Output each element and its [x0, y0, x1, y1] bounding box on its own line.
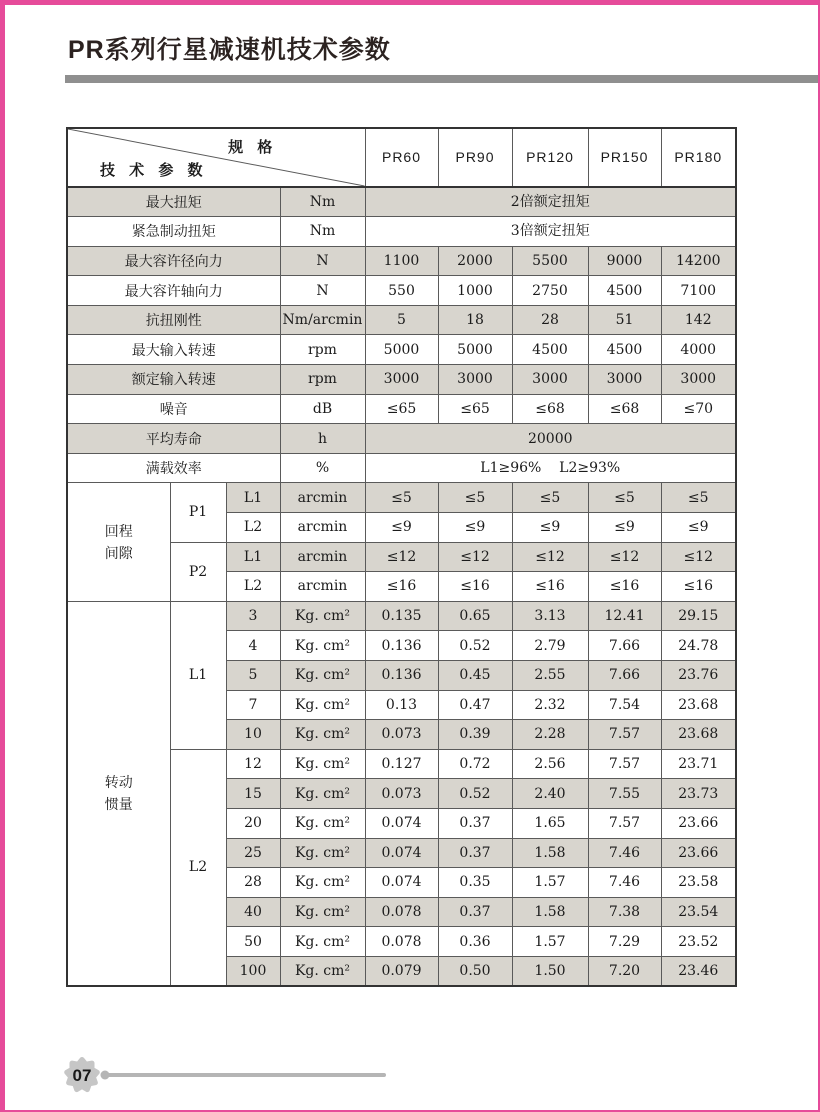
stage-level-cell: L2 — [226, 513, 280, 543]
value-cell: 3000 — [512, 365, 588, 395]
unit-cell: Kg. cm² — [280, 631, 365, 661]
ratio-cell: 20 — [226, 808, 280, 838]
value-cell: 1.65 — [512, 808, 588, 838]
ratio-cell: 100 — [226, 956, 280, 986]
value-cell: 7.38 — [588, 897, 661, 927]
value-cell: 3000 — [661, 365, 736, 395]
ratio-cell: 3 — [226, 601, 280, 631]
unit-cell: arcmin — [280, 572, 365, 602]
row-label-cell: 最大容许轴向力 — [67, 276, 280, 306]
value-cell: 2.56 — [512, 749, 588, 779]
value-cell: 0.073 — [365, 779, 438, 809]
row-label-cell: 最大输入转速 — [67, 335, 280, 365]
value-cell: 0.37 — [438, 808, 512, 838]
unit-cell: N — [280, 276, 365, 306]
page-number: 07 — [72, 1066, 92, 1085]
value-cell: 7.66 — [588, 661, 661, 691]
value-cell: 142 — [661, 305, 736, 335]
value-cell: ≤12 — [438, 542, 512, 572]
value-cell: 7.57 — [588, 808, 661, 838]
model-header-cell: PR90 — [438, 128, 512, 187]
ratio-cell: 12 — [226, 749, 280, 779]
unit-cell: Nm — [280, 217, 365, 247]
value-cell: 0.52 — [438, 631, 512, 661]
value-cell: 0.079 — [365, 956, 438, 986]
value-cell: ≤65 — [365, 394, 438, 424]
value-cell: 550 — [365, 276, 438, 306]
value-cell: 1.50 — [512, 956, 588, 986]
unit-cell: Kg. cm² — [280, 720, 365, 750]
row-label-cell: 噪音 — [67, 394, 280, 424]
value-cell: 1100 — [365, 246, 438, 276]
value-cell: 1000 — [438, 276, 512, 306]
value-cell: ≤12 — [661, 542, 736, 572]
unit-cell: Kg. cm² — [280, 927, 365, 957]
value-cell: ≤65 — [438, 394, 512, 424]
value-cell: 2000 — [438, 246, 512, 276]
value-cell: 23.76 — [661, 661, 736, 691]
value-cell: 0.127 — [365, 749, 438, 779]
value-cell: 4000 — [661, 335, 736, 365]
value-cell: ≤16 — [438, 572, 512, 602]
value-cell: 0.47 — [438, 690, 512, 720]
unit-cell: rpm — [280, 335, 365, 365]
value-cell: 0.074 — [365, 838, 438, 868]
value-cell: 0.078 — [365, 927, 438, 957]
value-cell: 0.35 — [438, 868, 512, 898]
value-cell: 0.136 — [365, 631, 438, 661]
value-cell: 3000 — [588, 365, 661, 395]
value-cell: 0.36 — [438, 927, 512, 957]
row-label-cell: 平均寿命 — [67, 424, 280, 454]
value-cell: 23.71 — [661, 749, 736, 779]
row-label-cell: 紧急制动扭矩 — [67, 217, 280, 247]
value-cell: 0.45 — [438, 661, 512, 691]
unit-cell: arcmin — [280, 542, 365, 572]
value-cell: 23.68 — [661, 720, 736, 750]
unit-cell: Kg. cm² — [280, 661, 365, 691]
value-span-cell: 2倍额定扭矩 — [365, 187, 736, 217]
value-cell: 0.074 — [365, 868, 438, 898]
unit-cell: Kg. cm² — [280, 956, 365, 986]
stage-group-cell: L1 — [170, 601, 226, 749]
unit-cell: Kg. cm² — [280, 779, 365, 809]
value-span-cell: L1≥96% L2≥93% — [365, 453, 736, 483]
value-cell: ≤5 — [438, 483, 512, 513]
ratio-cell: 4 — [226, 631, 280, 661]
stage-level-cell: L2 — [226, 572, 280, 602]
value-cell: 7.57 — [588, 749, 661, 779]
model-header-cell: PR120 — [512, 128, 588, 187]
value-cell: ≤9 — [661, 513, 736, 543]
value-cell: 0.39 — [438, 720, 512, 750]
value-cell: ≤9 — [365, 513, 438, 543]
value-cell: 24.78 — [661, 631, 736, 661]
footer — [60, 1051, 400, 1099]
unit-cell: Nm/arcmin — [280, 305, 365, 335]
value-cell: 0.074 — [365, 808, 438, 838]
value-span-cell: 3倍额定扭矩 — [365, 217, 736, 247]
unit-cell: arcmin — [280, 483, 365, 513]
value-cell: 0.50 — [438, 956, 512, 986]
model-header-cell: PR60 — [365, 128, 438, 187]
unit-cell: Nm — [280, 187, 365, 217]
row-label-cell: 抗扭刚性 — [67, 305, 280, 335]
value-cell: 2.32 — [512, 690, 588, 720]
title-underline-bar — [65, 75, 818, 83]
page-title: PR系列行星减速机技术参数 — [68, 36, 391, 64]
value-cell: 23.73 — [661, 779, 736, 809]
value-cell: 7.20 — [588, 956, 661, 986]
corner-cell — [67, 128, 365, 187]
value-cell: 12.41 — [588, 601, 661, 631]
unit-cell: Kg. cm² — [280, 838, 365, 868]
value-cell: 3000 — [438, 365, 512, 395]
precision-group-cell: P1 — [170, 483, 226, 542]
unit-cell: Kg. cm² — [280, 690, 365, 720]
value-cell: 0.37 — [438, 897, 512, 927]
value-cell: ≤70 — [661, 394, 736, 424]
value-cell: ≤12 — [588, 542, 661, 572]
unit-cell: Kg. cm² — [280, 868, 365, 898]
value-cell: 5000 — [438, 335, 512, 365]
stage-level-cell: L1 — [226, 542, 280, 572]
stage-level-cell: L1 — [226, 483, 280, 513]
value-cell: 7.57 — [588, 720, 661, 750]
row-label-cell: 最大容许径向力 — [67, 246, 280, 276]
unit-cell: arcmin — [280, 513, 365, 543]
value-cell: 18 — [438, 305, 512, 335]
value-cell: 23.54 — [661, 897, 736, 927]
value-cell: 14200 — [661, 246, 736, 276]
value-cell: 7.54 — [588, 690, 661, 720]
value-cell: ≤9 — [512, 513, 588, 543]
page-border-left — [0, 0, 5, 1112]
model-header-cell: PR180 — [661, 128, 736, 187]
unit-cell: Kg. cm² — [280, 897, 365, 927]
value-cell: 1.58 — [512, 897, 588, 927]
ratio-cell: 28 — [226, 868, 280, 898]
value-cell: ≤5 — [588, 483, 661, 513]
corner-label-params: 技 术 参 数 — [100, 161, 208, 179]
section-label-backlash: 回程 间隙 — [67, 483, 170, 601]
value-cell: 5000 — [365, 335, 438, 365]
page-border-top — [0, 0, 820, 5]
value-cell: 23.58 — [661, 868, 736, 898]
value-cell: 9000 — [588, 246, 661, 276]
stage-group-cell: L2 — [170, 749, 226, 986]
value-cell: 3.13 — [512, 601, 588, 631]
value-cell: 51 — [588, 305, 661, 335]
value-cell: 1.58 — [512, 838, 588, 868]
row-label-cell: 额定输入转速 — [67, 365, 280, 395]
unit-cell: h — [280, 424, 365, 454]
value-cell: 4500 — [588, 335, 661, 365]
value-cell: ≤16 — [512, 572, 588, 602]
ratio-cell: 5 — [226, 661, 280, 691]
row-label-cell: 最大扭矩 — [67, 187, 280, 217]
value-cell: ≤5 — [512, 483, 588, 513]
value-cell: 0.13 — [365, 690, 438, 720]
value-cell: 7100 — [661, 276, 736, 306]
value-cell: 2.55 — [512, 661, 588, 691]
value-cell: 2.28 — [512, 720, 588, 750]
value-cell: 1.57 — [512, 868, 588, 898]
value-cell: 7.46 — [588, 838, 661, 868]
value-cell: ≤5 — [365, 483, 438, 513]
value-cell: ≤5 — [661, 483, 736, 513]
value-cell: 7.55 — [588, 779, 661, 809]
ratio-cell: 10 — [226, 720, 280, 750]
corner-label-spec: 规 格 — [228, 139, 278, 156]
value-cell: 2750 — [512, 276, 588, 306]
unit-cell: rpm — [280, 365, 365, 395]
value-cell: 23.68 — [661, 690, 736, 720]
value-cell: 28 — [512, 305, 588, 335]
value-cell: 7.46 — [588, 868, 661, 898]
value-cell: 23.66 — [661, 838, 736, 868]
value-cell: ≤9 — [588, 513, 661, 543]
unit-cell: N — [280, 246, 365, 276]
value-cell: 3000 — [365, 365, 438, 395]
section-label-inertia: 转动 惯量 — [67, 601, 170, 986]
value-cell: 2.79 — [512, 631, 588, 661]
model-header-cell: PR150 — [588, 128, 661, 187]
ratio-cell: 25 — [226, 838, 280, 868]
value-cell: ≤16 — [588, 572, 661, 602]
value-cell: 0.65 — [438, 601, 512, 631]
unit-cell: % — [280, 453, 365, 483]
value-cell: 7.29 — [588, 927, 661, 957]
ratio-cell: 15 — [226, 779, 280, 809]
value-cell: 2.40 — [512, 779, 588, 809]
value-cell: 23.52 — [661, 927, 736, 957]
value-cell: 23.66 — [661, 808, 736, 838]
value-cell: 0.073 — [365, 720, 438, 750]
value-cell: 0.078 — [365, 897, 438, 927]
row-label-cell: 满载效率 — [67, 453, 280, 483]
value-cell: 0.52 — [438, 779, 512, 809]
value-cell: ≤68 — [588, 394, 661, 424]
unit-cell: Kg. cm² — [280, 749, 365, 779]
ratio-cell: 7 — [226, 690, 280, 720]
value-cell: ≤16 — [365, 572, 438, 602]
value-cell: ≤12 — [512, 542, 588, 572]
value-cell: 7.66 — [588, 631, 661, 661]
value-cell: ≤12 — [365, 542, 438, 572]
value-cell: ≤9 — [438, 513, 512, 543]
value-cell: 23.46 — [661, 956, 736, 986]
unit-cell: Kg. cm² — [280, 808, 365, 838]
value-cell: 29.15 — [661, 601, 736, 631]
value-cell: 5500 — [512, 246, 588, 276]
value-cell: 4500 — [512, 335, 588, 365]
ratio-cell: 50 — [226, 927, 280, 957]
value-cell: 0.72 — [438, 749, 512, 779]
value-cell: ≤16 — [661, 572, 736, 602]
value-cell: 1.57 — [512, 927, 588, 957]
value-cell: 5 — [365, 305, 438, 335]
unit-cell: Kg. cm² — [280, 601, 365, 631]
value-cell: 0.136 — [365, 661, 438, 691]
value-cell: 0.135 — [365, 601, 438, 631]
ratio-cell: 40 — [226, 897, 280, 927]
unit-cell: dB — [280, 394, 365, 424]
spec-table — [66, 127, 737, 987]
value-cell: 4500 — [588, 276, 661, 306]
precision-group-cell: P2 — [170, 542, 226, 601]
value-span-cell: 20000 — [365, 424, 736, 454]
value-cell: ≤68 — [512, 394, 588, 424]
value-cell: 0.37 — [438, 838, 512, 868]
